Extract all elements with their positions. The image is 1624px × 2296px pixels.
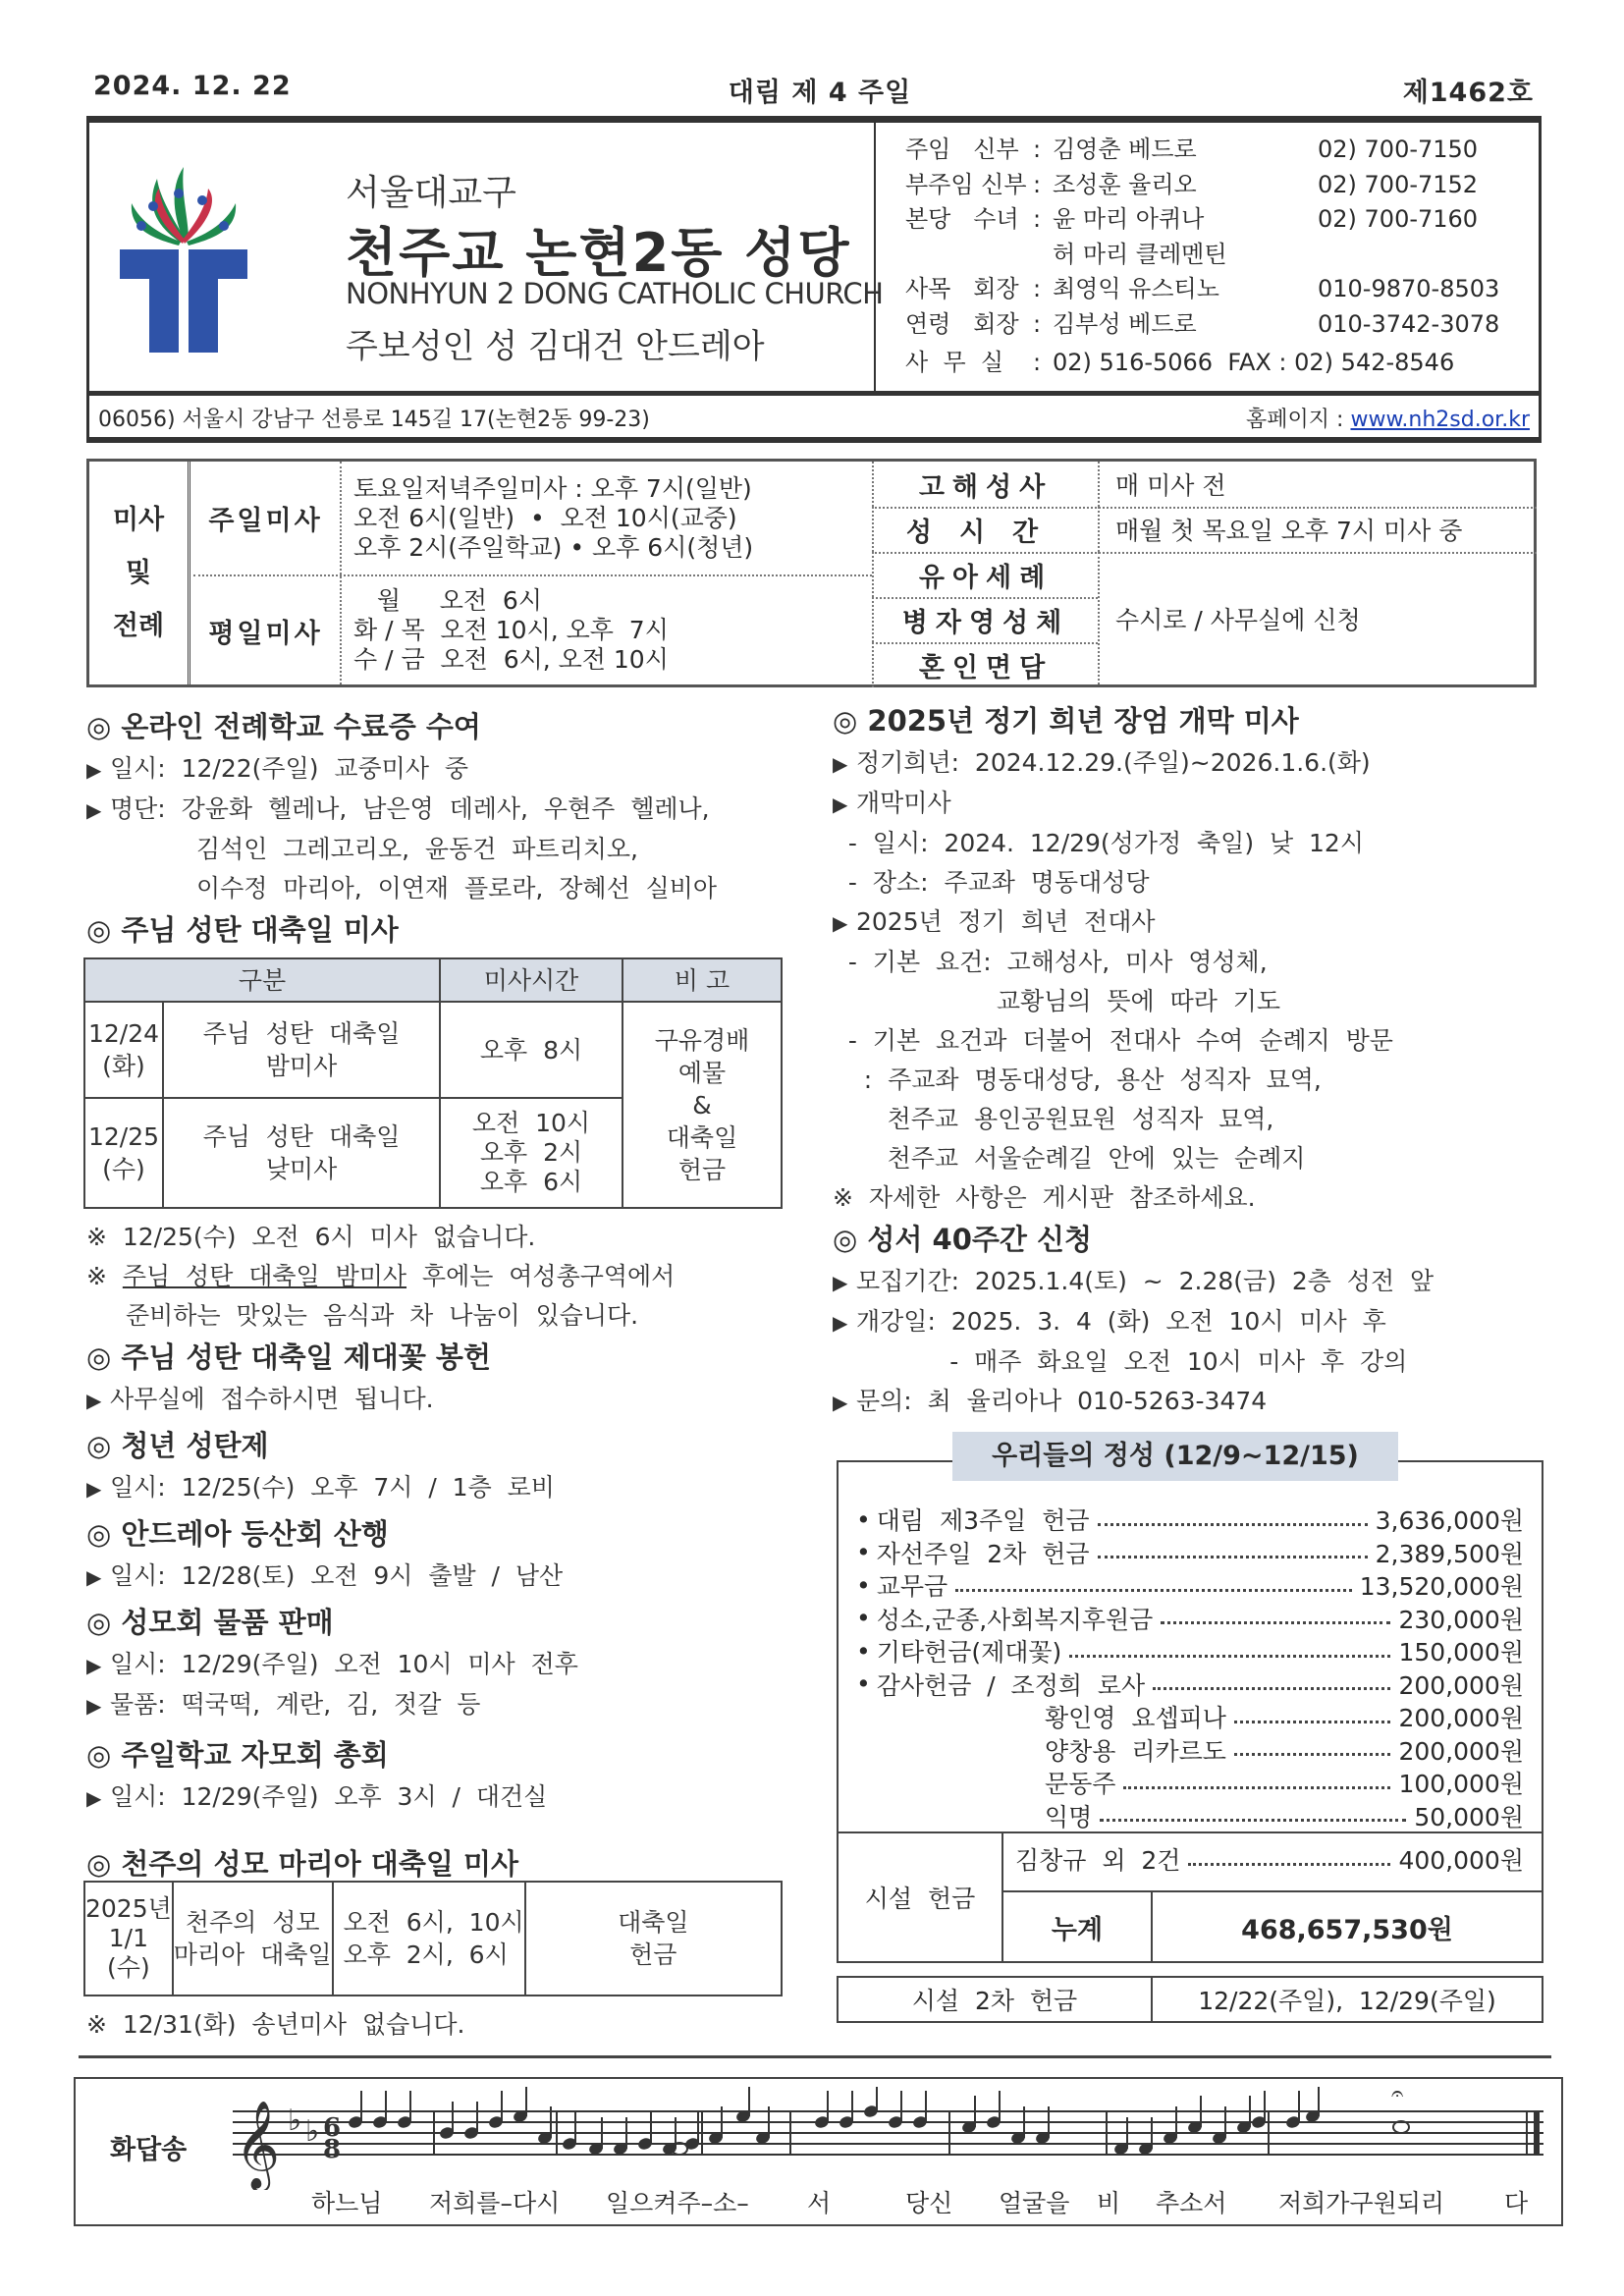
sacrament-label: 성시간 [872, 507, 1098, 552]
section-title: ◎ 성모회 물품 판매 [86, 1606, 334, 1639]
section-title: ◎ 주님 성탄 대축일 제대꽃 봉헌 [86, 1340, 491, 1374]
lyric-fragment: 서 [807, 2189, 832, 2217]
staff-row [905, 133, 1499, 168]
sacrament-value: 수시로 / 사무실에 신청 [1098, 552, 1537, 684]
church-name-english: NONHYUN 2 DONG CATHOLIC CHURCH [346, 277, 884, 310]
triangle-bullet-icon: ▶ [86, 1565, 102, 1589]
final-bar-line [1534, 2111, 1540, 2155]
staff-name: 허 마리 클레멘틴 [1053, 240, 1227, 268]
detail-line: - 기본 요건과 더불어 전대사 수여 순례지 방문 [833, 1026, 1393, 1055]
sunday-mass-label: 주일미사 [208, 506, 323, 536]
staff-name: 조성훈 율리오 [1053, 170, 1197, 198]
colon: : [1033, 275, 1042, 302]
mass-remark: 대축일 헌금 [525, 1882, 782, 1995]
triangle-bullet-icon: ▶ [833, 1311, 848, 1335]
treble-clef-icon: 𝄞 [235, 2101, 281, 2189]
sacrament-value: 매월 첫 목요일 오후 7시 미사 중 [1098, 507, 1537, 552]
triangle-bullet-icon: ▶ [86, 758, 102, 782]
mass-name: 천주의 성모 마리아 대축일 [173, 1882, 333, 1995]
lyric-fragment: 당신 [905, 2189, 953, 2217]
colon [1033, 238, 1053, 273]
note-line: 준비하는 맛있는 음식과 차 나눔이 있습니다. [126, 1301, 639, 1330]
colon: : [1033, 136, 1042, 163]
bulletin-date: 2024. 12. 22 [93, 71, 292, 101]
detail-line: 일시: 12/25(수) 오후 7시 / 1층 로비 [110, 1473, 555, 1502]
time-line: 화 / 목 오전 10시, 오후 7시 [353, 616, 669, 644]
cumulative-label: 누계 [1003, 1892, 1153, 1961]
detail-line: 천주교 서울순례길 안에 있는 순례지 [833, 1144, 1306, 1173]
detail-line: 김석인 그레고리오, 윤동건 파트리치오, [196, 835, 638, 863]
offering-label: 성소,군종,사회복지후원금 [876, 1605, 1154, 1634]
flat-icon: ♭ [305, 2114, 320, 2149]
lyric-fragment: 다 [1504, 2189, 1529, 2217]
section-christmas-mass [86, 908, 813, 953]
sacrament-label: 병자영성체 [872, 597, 1098, 642]
staff-phone: 02) 700-7152 [1318, 170, 1479, 198]
section-title: ◎ 2025년 정기 희년 장엄 개막 미사 [833, 704, 1299, 738]
column-header: 비 고 [623, 958, 782, 1002]
bullet-icon: • [856, 1604, 871, 1632]
lyric-fragment: 저희가구원되리 [1278, 2189, 1445, 2217]
music-staff-icon [233, 2087, 1548, 2190]
sacrament-label: 혼인면담 [872, 642, 1098, 687]
note-emphasis: 주님 성탄 대축일 밤미사 [122, 1262, 407, 1290]
column-header: 미사시간 [440, 958, 623, 1002]
colon: : [1033, 309, 1042, 338]
detail-line: 정기희년: 2024.12.29.(주일)~2026.1.6.(화) [856, 748, 1371, 777]
section-s7 [86, 1733, 813, 1818]
offering-label: 황인영 요셉피나 [1045, 1704, 1226, 1732]
detail-line: 일시: 12/22(주일) 교중미사 중 [110, 754, 469, 783]
offering-row [1045, 1796, 1524, 1835]
weekday-mass-times [340, 576, 870, 684]
offering-label: 감사헌금 / 조정희 로사 [876, 1670, 1146, 1700]
column-header: 구분 [84, 958, 440, 1002]
mass-name: 주님 성탄 대축일 밤미사 [163, 1002, 440, 1098]
offering-amount: 200,000원 [1398, 1670, 1524, 1700]
time-line: 오후 2시(주일학교) • 오후 6시(청년) [353, 532, 754, 562]
offering-amount: 200,000원 [1398, 1736, 1524, 1766]
homepage-label: 홈페이지 : [1246, 408, 1351, 432]
psalm-lyrics [311, 2184, 1539, 2219]
mass-name: 주님 성탄 대축일 낮미사 [163, 1098, 440, 1208]
bullet-icon: • [856, 1636, 871, 1666]
triangle-bullet-icon: ▶ [833, 752, 848, 776]
detail-line: 개막미사 [856, 789, 951, 817]
flat-icon: ♭ [288, 2104, 302, 2138]
triangle-bullet-icon: ▶ [86, 798, 102, 822]
offering-amount: 200,000원 [1398, 1704, 1524, 1732]
bullet-icon: • [856, 1570, 871, 1600]
staff-row [905, 168, 1499, 203]
psalm-label: 화답송 [110, 2135, 188, 2165]
detail-line: - 일시: 2024. 12/29(성가정 축일) 낮 12시 [833, 829, 1364, 857]
time-line: 월 오전 6시 [353, 586, 542, 615]
mass-date: 12/24 (화) [84, 1002, 163, 1098]
time-line: 토요일저녁주일미사 : 오후 7시(일반) [353, 473, 752, 503]
weekday-mass-label: 평일미사 [208, 618, 323, 649]
office-phone-fax: 02) 516-5066 FAX : 02) 542-8546 [1053, 349, 1455, 376]
lyric-fragment: 저희를–다시 [429, 2189, 561, 2217]
detail-line: 2025년 정기 희년 전대사 [856, 907, 1156, 936]
note-line: ※ 12/25(수) 오전 6시 미사 없습니다. [86, 1223, 536, 1251]
section-title: ◎ 주일학교 자모회 총회 [86, 1738, 389, 1772]
section-s4 [86, 1424, 813, 1508]
detail-line: - 매주 화요일 오전 10시 미사 후 강의 [833, 1347, 1408, 1376]
offering-amount: 3,636,000원 [1375, 1506, 1524, 1535]
lyric-fragment: 비 [1097, 2189, 1121, 2217]
section-title: ◎ 청년 성탄제 [86, 1429, 269, 1462]
homepage-line [1246, 403, 1530, 433]
masthead-divider [874, 116, 876, 396]
time-line: 오전 6시(일반) • 오전 10시(교중) [353, 503, 737, 532]
detail-line: 문의: 최 율리아나 010-5263-3474 [856, 1387, 1268, 1415]
triangle-bullet-icon: ▶ [86, 1389, 102, 1412]
church-name: 천주교 논현2동 성당 [346, 222, 851, 284]
section-s5 [86, 1512, 813, 1597]
office-row [905, 346, 1499, 381]
detail-line: 일시: 12/29(주일) 오후 3시 / 대건실 [110, 1782, 548, 1811]
sacrament-value: 매 미사 전 [1098, 462, 1537, 507]
mass-time: 오전 10시 오후 2시 오후 6시 [440, 1098, 623, 1208]
section-jubilee [833, 699, 1549, 1218]
mass-date: 2025년 1/1 (수) [84, 1882, 173, 1995]
colon: : [1033, 170, 1042, 198]
offerings-box [837, 1460, 1543, 1833]
triangle-bullet-icon: ▶ [833, 1391, 848, 1414]
staff-row [905, 307, 1499, 343]
offering-label: 자선주일 2차 헌금 [876, 1539, 1090, 1568]
bullet-icon: • [856, 1669, 871, 1698]
offering-amount: 100,000원 [1398, 1770, 1524, 1798]
church-address: 06056) 서울시 강남구 선릉로 145길 17(논현2동 99-23) [98, 408, 650, 432]
staff-role: 부주임 신부 [905, 170, 1027, 198]
staff-directory [905, 133, 1499, 381]
section-s3 [86, 1336, 813, 1420]
time-line: 수 / 금 오전 6시, 오전 10시 [353, 645, 669, 674]
church-logo-icon [120, 159, 247, 355]
category-line: 전례 [112, 610, 165, 641]
offering-amount: 13,520,000원 [1359, 1572, 1524, 1601]
responsorial-psalm [74, 2077, 1563, 2226]
facility-offering-box [837, 1833, 1543, 1963]
second-offering-label: 시설 2차 헌금 [839, 1978, 1153, 2021]
detail-line: 일시: 12/28(토) 오전 9시 출발 / 남산 [110, 1561, 564, 1590]
offering-label: 교무금 [876, 1572, 948, 1601]
category-line: 및 [125, 557, 152, 588]
triangle-bullet-icon: ▶ [833, 911, 848, 935]
staff-role: 본당 수녀 [905, 205, 1019, 233]
note-line: ※ 12/31(화) 송년미사 없습니다. [86, 2010, 465, 2039]
mary-mass-table [83, 1881, 783, 1996]
section-liturgy-school [86, 705, 813, 908]
colon: : [1033, 349, 1042, 376]
homepage-link[interactable]: www.nh2sd.or.kr [1350, 408, 1530, 432]
offering-label: 익명 [1045, 1802, 1093, 1831]
facility-row [1015, 1839, 1524, 1879]
office-label: 사 무 실 [905, 349, 1004, 376]
note-line: 후에는 여성총구역에서 [406, 1262, 676, 1290]
lyric-fragment: 일으켜주–소– [606, 2189, 749, 2217]
mass-remark: 구유경배 예물 & 대축일 헌금 [623, 1002, 782, 1208]
time-sig-top: 6 [323, 2113, 342, 2143]
detail-line: 천주교 용인공원묘원 성직자 묘역, [833, 1105, 1274, 1133]
section-title: ◎ 온라인 전례학교 수료증 수여 [86, 710, 481, 743]
facility-label: 시설 헌금 [839, 1833, 1003, 1961]
detail-line: ※ 자세한 사항은 게시판 참조하세요. [833, 1183, 1256, 1212]
detail-line: 물품: 떡국떡, 계란, 김, 젓갈 등 [110, 1690, 481, 1719]
triangle-bullet-icon: ▶ [833, 1271, 848, 1294]
offering-label: 양창용 리카르도 [1045, 1736, 1226, 1766]
detail-line: : 주교좌 명동대성당, 용산 성직자 묘역, [833, 1066, 1322, 1094]
reference-mark-icon: ※ [86, 1262, 123, 1290]
patron-saint: 주보성인 성 김대건 안드레아 [346, 327, 765, 366]
bullet-icon: • [856, 1504, 871, 1534]
triangle-bullet-icon: ▶ [833, 793, 848, 816]
lyric-fragment: 추소서 [1156, 2189, 1227, 2217]
section-title: ◎ 천주의 성모 마리아 대축일 미사 [86, 1847, 518, 1881]
second-offering-dates: 12/22(주일), 12/29(주일) [1198, 1987, 1496, 2015]
mass-time: 오전 6시, 10시 오후 2시, 6시 [333, 1882, 525, 1995]
triangle-bullet-icon: ▶ [86, 1694, 102, 1718]
section-title: ◎ 성서 40주간 신청 [833, 1223, 1093, 1256]
detail-line: 명단: 강윤화 헬레나, 남은영 데레사, 우현주 헬레나, [110, 794, 710, 823]
liturgical-week: 대림 제 4 주일 [728, 78, 912, 108]
sunday-mass-times [340, 462, 870, 574]
facility-donor: 김창규 외 2건 [1015, 1846, 1181, 1875]
detail-line: 모집기간: 2025.1.4(토) ~ 2.28(금) 2층 성전 앞 [856, 1267, 1435, 1295]
triangle-bullet-icon: ▶ [86, 1654, 102, 1677]
sacrament-label: 유아세례 [872, 552, 1098, 597]
christmas-mass-table [83, 957, 783, 1209]
mass-date: 12/25 (수) [84, 1098, 163, 1208]
staff-row [905, 202, 1499, 238]
detail-line: 일시: 12/29(주일) 오전 10시 미사 전후 [110, 1650, 578, 1678]
detail-line: 교황님의 뜻에 따라 기도 [833, 987, 1281, 1015]
facility-amount: 400,000원 [1398, 1846, 1524, 1875]
bullet-icon: • [856, 1538, 871, 1566]
mass-time: 오후 8시 [440, 1002, 623, 1098]
issue-number: 제1462호 [1402, 78, 1534, 108]
offerings-title: 우리들의 정성 (12/9~12/15) [952, 1432, 1398, 1481]
detail-line: 이수정 마리아, 이연재 플로라, 장혜선 실비아 [196, 874, 718, 902]
mass-category [89, 462, 190, 684]
divider [79, 2055, 1551, 2058]
staff-row [905, 272, 1499, 307]
detail-line: 사무실에 접수하시면 됩니다. [110, 1385, 434, 1413]
mass-schedule-table [86, 459, 1537, 687]
staff-role: 사목 회장 [905, 275, 1019, 302]
time-sig-bottom: 8 [323, 2135, 342, 2164]
christmas-notes [86, 1218, 813, 1336]
offering-label: 기타헌금(제대꽃) [876, 1638, 1062, 1667]
offering-label: 문동주 [1045, 1770, 1116, 1798]
triangle-bullet-icon: ▶ [86, 1477, 102, 1501]
second-facility-offering [837, 1976, 1543, 2023]
offering-label: 대림 제3주일 헌금 [876, 1506, 1090, 1535]
diocese-name: 서울대교구 [346, 173, 516, 213]
detail-line: - 장소: 주교좌 명동대성당 [833, 868, 1150, 897]
staff-phone: 010-3742-3078 [1318, 309, 1500, 338]
category-line: 미사 [112, 504, 165, 535]
detail-line: 개강일: 2025. 3. 4 (화) 오전 10시 미사 후 [856, 1307, 1386, 1336]
section-title: ◎ 주님 성탄 대축일 미사 [86, 913, 399, 947]
offering-amount: 230,000원 [1398, 1605, 1524, 1634]
triangle-bullet-icon: ▶ [86, 1786, 102, 1810]
staff-role [905, 238, 1033, 273]
offering-amount: 2,389,500원 [1375, 1539, 1524, 1568]
staff-role: 주임 신부 [905, 136, 1019, 163]
colon: : [1033, 205, 1042, 233]
staff-role: 연령 회장 [905, 309, 1019, 338]
offering-amount: 50,000원 [1414, 1802, 1524, 1831]
cumulative-amount: 468,657,530원 [1241, 1914, 1453, 1945]
section-bible-study [833, 1218, 1549, 1422]
staff-row [905, 238, 1499, 273]
section-s6 [86, 1601, 813, 1725]
staff-name: 윤 마리 아퀴나 [1053, 205, 1205, 233]
offering-amount: 150,000원 [1398, 1638, 1524, 1667]
detail-line: - 기본 요건: 고해성사, 미사 영성체, [833, 948, 1268, 976]
lyric-fragment: 얼굴을 [999, 2189, 1070, 2217]
sacrament-label: 고해성사 [872, 462, 1098, 507]
fermata-icon: 𝄐 [1391, 2087, 1404, 2106]
lyric-fragment: 하느님 [311, 2189, 383, 2217]
section-title: ◎ 안드레아 등산회 산행 [86, 1517, 389, 1551]
staff-phone: 02) 700-7150 [1318, 136, 1479, 163]
staff-phone: 010-9870-8503 [1318, 275, 1500, 302]
staff-name: 김영춘 베드로 [1053, 136, 1197, 163]
staff-name: 김부성 베드로 [1053, 309, 1197, 338]
staff-phone: 02) 700-7160 [1318, 205, 1479, 233]
staff-name: 최영익 유스티노 [1053, 275, 1219, 302]
